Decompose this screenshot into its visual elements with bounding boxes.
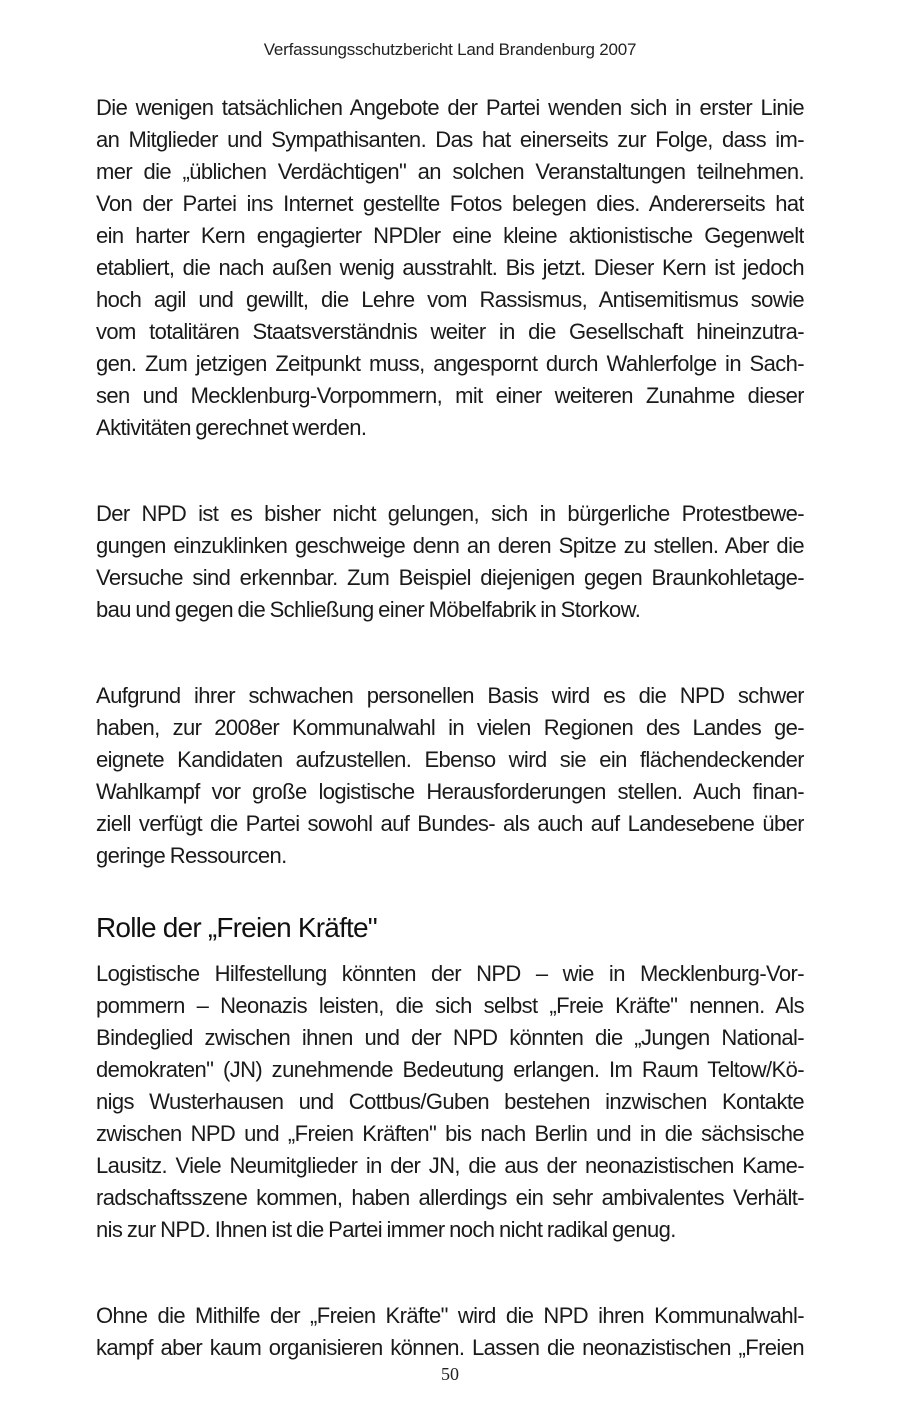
text-line: zwischen NPD und „Freien Kräften" bis nach Berlin und in die sächsische [96, 1121, 804, 1146]
text-line: kampf aber kaum organisieren können. Lassen die neonazistischen „Freien [96, 1335, 804, 1360]
text-line: nigs Wusterhausen und Cottbus/Guben bestehen inzwischen Kontakte [96, 1089, 804, 1114]
text-line: gen. Zum jetzigen Zeitpunkt muss, angespornt durch Wahlerfolge in Sach- [96, 351, 804, 376]
text-line: gungen einzuklinken geschweige denn an deren Spitze zu stellen. Aber die [96, 533, 804, 558]
text-line: etabliert, die nach außen wenig ausstrahlt. Bis jetzt. Dieser Kern ist jedoch [96, 255, 804, 280]
running-header: Verfassungsschutzbericht Land Brandenburg 2007 [263, 40, 637, 59]
paragraph-2 [96, 498, 804, 626]
text-line: radschaftsszene kommen, haben allerdings ein sehr ambivalentes Verhält- [96, 1185, 804, 1210]
text-line: sen und Mecklenburg-Vorpommern, mit einer weiteren Zunahme dieser [96, 383, 804, 408]
text-line: vom totalitären Staatsverständnis weiter in die Gesellschaft hineinzutra- [96, 319, 804, 344]
text-line: geringe Ressourcen. [96, 843, 287, 868]
text-line: hoch agil und gewillt, die Lehre vom Rassismus, Antisemitismus sowie [96, 287, 804, 312]
text-line: Wahlkampf vor große logistische Herausforderungen stellen. Auch finan- [96, 779, 804, 804]
text-line: pommern – Neonazis leisten, die sich selbst „Freie Kräfte" nennen. Als [96, 993, 804, 1018]
text-line: mer die „üblichen Verdächtigen" an solchen Veranstaltungen teilnehmen. [96, 159, 804, 184]
text-line: Ohne die Mithilfe der „Freien Kräfte" wird die NPD ihren Kommunalwahl- [96, 1303, 804, 1328]
text-line: eignete Kandidaten aufzustellen. Ebenso wird sie ein flächendeckender [96, 747, 804, 772]
paragraph-3 [96, 680, 804, 872]
text-line: ein harter Kern engagierter NPDler eine kleine aktionistische Gegenwelt [96, 223, 804, 248]
text-line: an Mitglieder und Sympathisanten. Das hat einerseits zur Folge, dass im- [96, 127, 804, 152]
text-line: bau und gegen die Schließung einer Möbelfabrik in Storkow. [96, 597, 641, 622]
text-line: Aufgrund ihrer schwachen personellen Basis wird es die NPD schwer [96, 683, 804, 708]
page-number: 50 [441, 1364, 459, 1384]
text-line: ziell verfügt die Partei sowohl auf Bundes- als auch auf Landesebene über [96, 811, 804, 836]
text-line: Die wenigen tatsächlichen Angebote der Partei wenden sich in erster Linie [96, 95, 804, 120]
text-line: demokraten" (JN) zunehmende Bedeutung erlangen. Im Raum Teltow/Kö- [96, 1057, 804, 1082]
text-line: Von der Partei ins Internet gestellte Fotos belegen dies. Andererseits hat [96, 191, 804, 216]
section-heading: Rolle der „Freien Kräfte" [96, 912, 377, 943]
paragraph-5 [96, 1300, 804, 1364]
text-line: Logistische Hilfestellung könnten der NPD – wie in Mecklenburg-Vor- [96, 961, 804, 986]
text-line: haben, zur 2008er Kommunalwahl in vielen Regionen des Landes ge- [96, 715, 804, 740]
text-line: Versuche sind erkennbar. Zum Beispiel diejenigen gegen Braunkohletage- [96, 565, 804, 590]
page-body [96, 92, 804, 1364]
paragraph-4 [96, 958, 804, 1246]
text-line: Aktivitäten gerechnet werden. [96, 415, 367, 440]
text-line: nis zur NPD. Ihnen ist die Partei immer noch nicht radikal genug. [96, 1217, 676, 1242]
text-line: Lausitz. Viele Neumitglieder in der JN, die aus der neonazistischen Kame- [96, 1153, 804, 1178]
text-line: Bindeglied zwischen ihnen und der NPD könnten die „Jungen National- [96, 1025, 804, 1050]
text-line: Der NPD ist es bisher nicht gelungen, sich in bürgerliche Protestbewe- [96, 501, 804, 526]
paragraph-1 [96, 92, 804, 444]
